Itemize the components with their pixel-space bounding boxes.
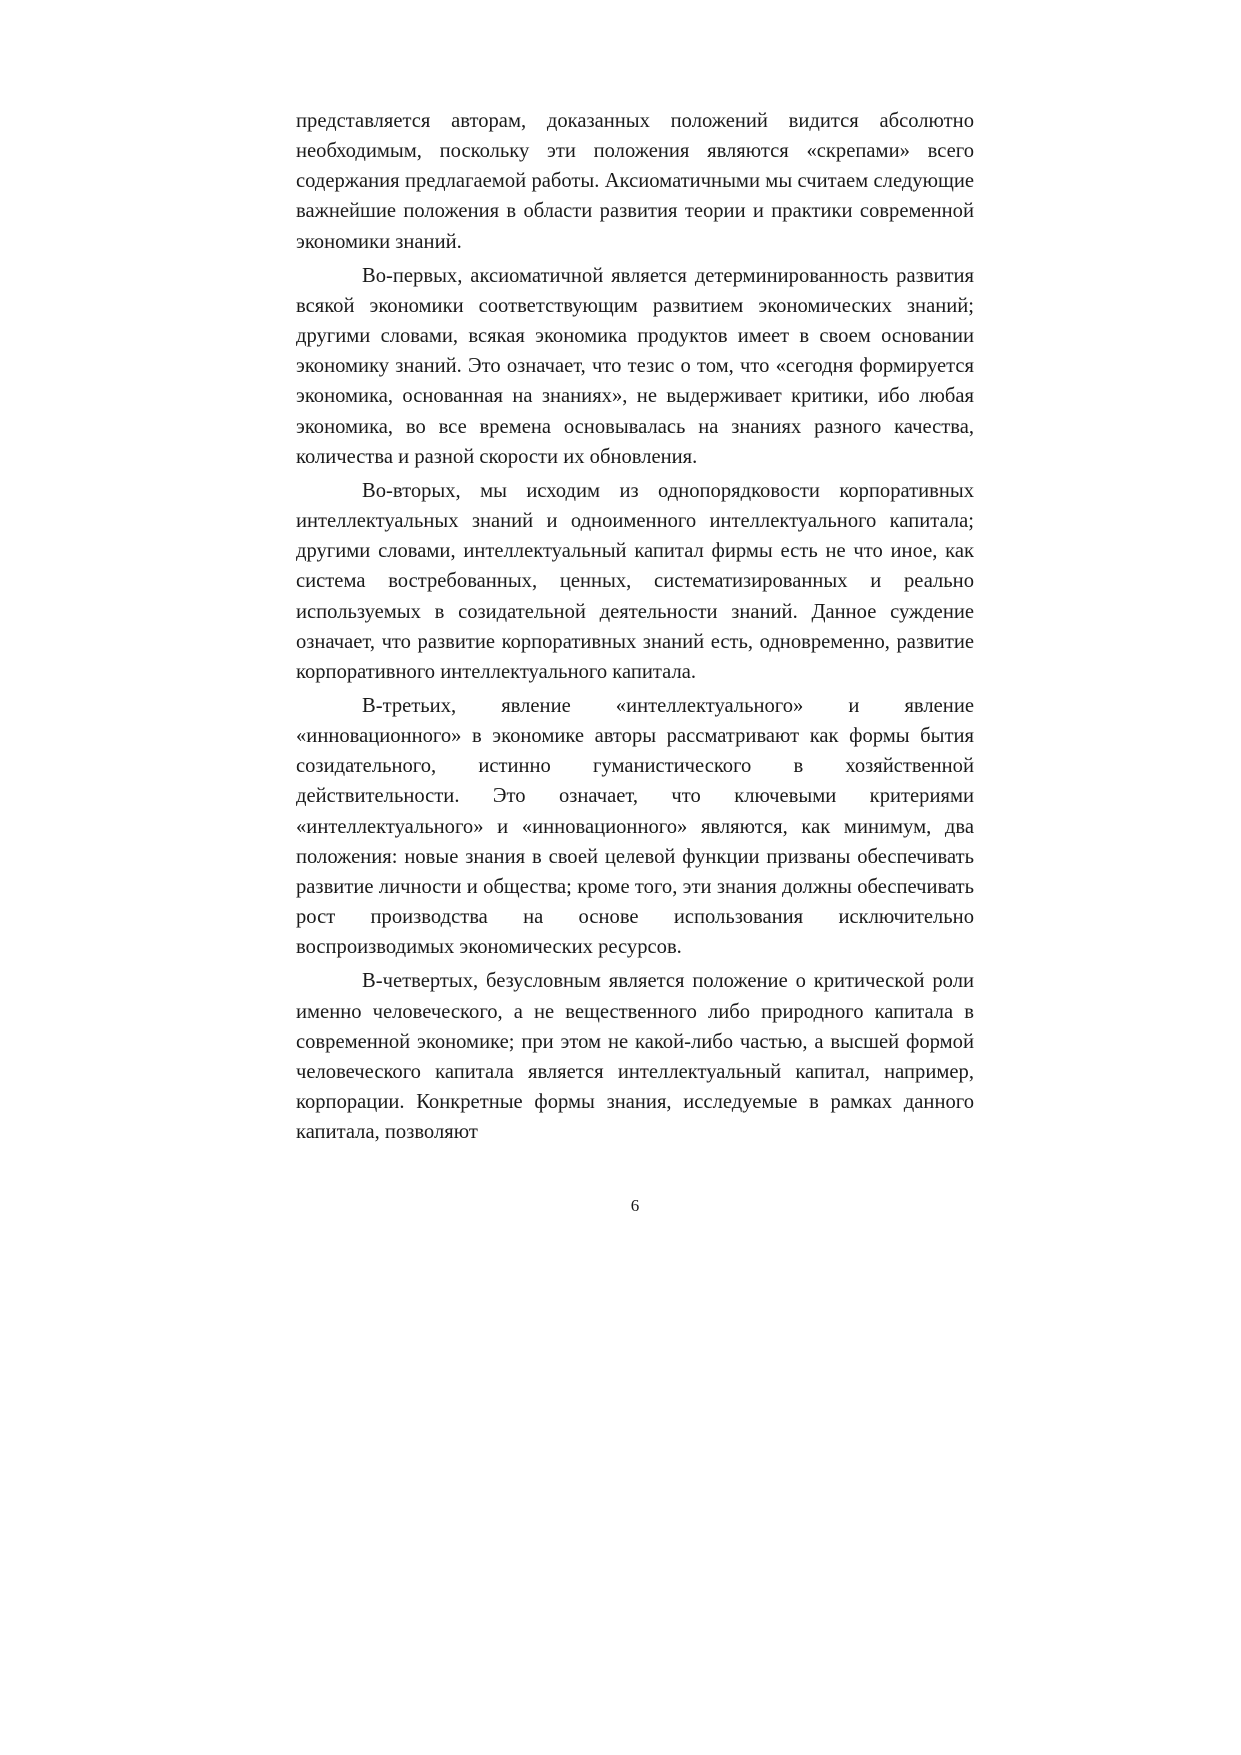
paragraph-third-point: В-третьих, явление «интеллектуального» и явление «инновационного» в экономике авторы рассматривают как формы бытия созидательного, истинно гуманистического в хозяйственной действительности. Это означает, что ключевыми критериями «интеллектуального» и «инновационного» являются, как минимум, два положения: новые знания в своей целевой функции призваны обеспечивать развитие личности и общества; кроме того, эти знания должны обеспечивать рост производства на основе использования исключительно воспроизводимых экономических ресурсов. bbox=[296, 694, 974, 959]
paragraph-fourth-point: В-четвертых, безусловным является положение о критической роли именно человеческого, а не вещественного либо природного капитала в современной экономике; при этом не какой-либо частью, а высшей формой человеческого капитала является интеллектуальный капитал, например, корпорации. Конкретные формы знания, исследуемые в рамках данного капитала, позволяют bbox=[296, 970, 974, 1144]
paragraph-continuation: представляется авторам, доказанных положений видится абсолютно необходимым, поскольку эти положения являются «скрепами» всего содержания предлагаемой работы. Аксиоматичными мы считаем следующие важнейшие положения в области развития теории и практики современной экономики знаний. bbox=[296, 110, 974, 253]
paragraph-second-point: Во-вторых, мы исходим из однопорядковости корпоративных интеллектуальных знаний и одноименного интеллектуального капитала; другими словами, интеллектуальный капитал фирмы есть не что иное, как система востребованных, ценных, систематизированных и реально используемых в созидательной деятельности знаний. Данное суждение означает, что развитие корпоративных знаний есть, одновременно, развитие корпоративного интеллектуального капитала. bbox=[296, 479, 974, 683]
body-text bbox=[296, 106, 974, 1147]
page-number: 6 bbox=[630, 1196, 640, 1215]
paragraph-first-point: Во-первых, аксиоматичной является детерминированность развития всякой экономики соответствующим развитием экономических знаний; другими словами, всякая экономика продуктов имеет в своем основании экономику знаний. Это означает, что тезис о том, что «сегодня формируется экономика, основанная на знаниях», не выдерживает критики, ибо любая экономика, во все времена основывалась на знаниях разного качества, количества и разной скорости их обновления. bbox=[296, 264, 974, 468]
